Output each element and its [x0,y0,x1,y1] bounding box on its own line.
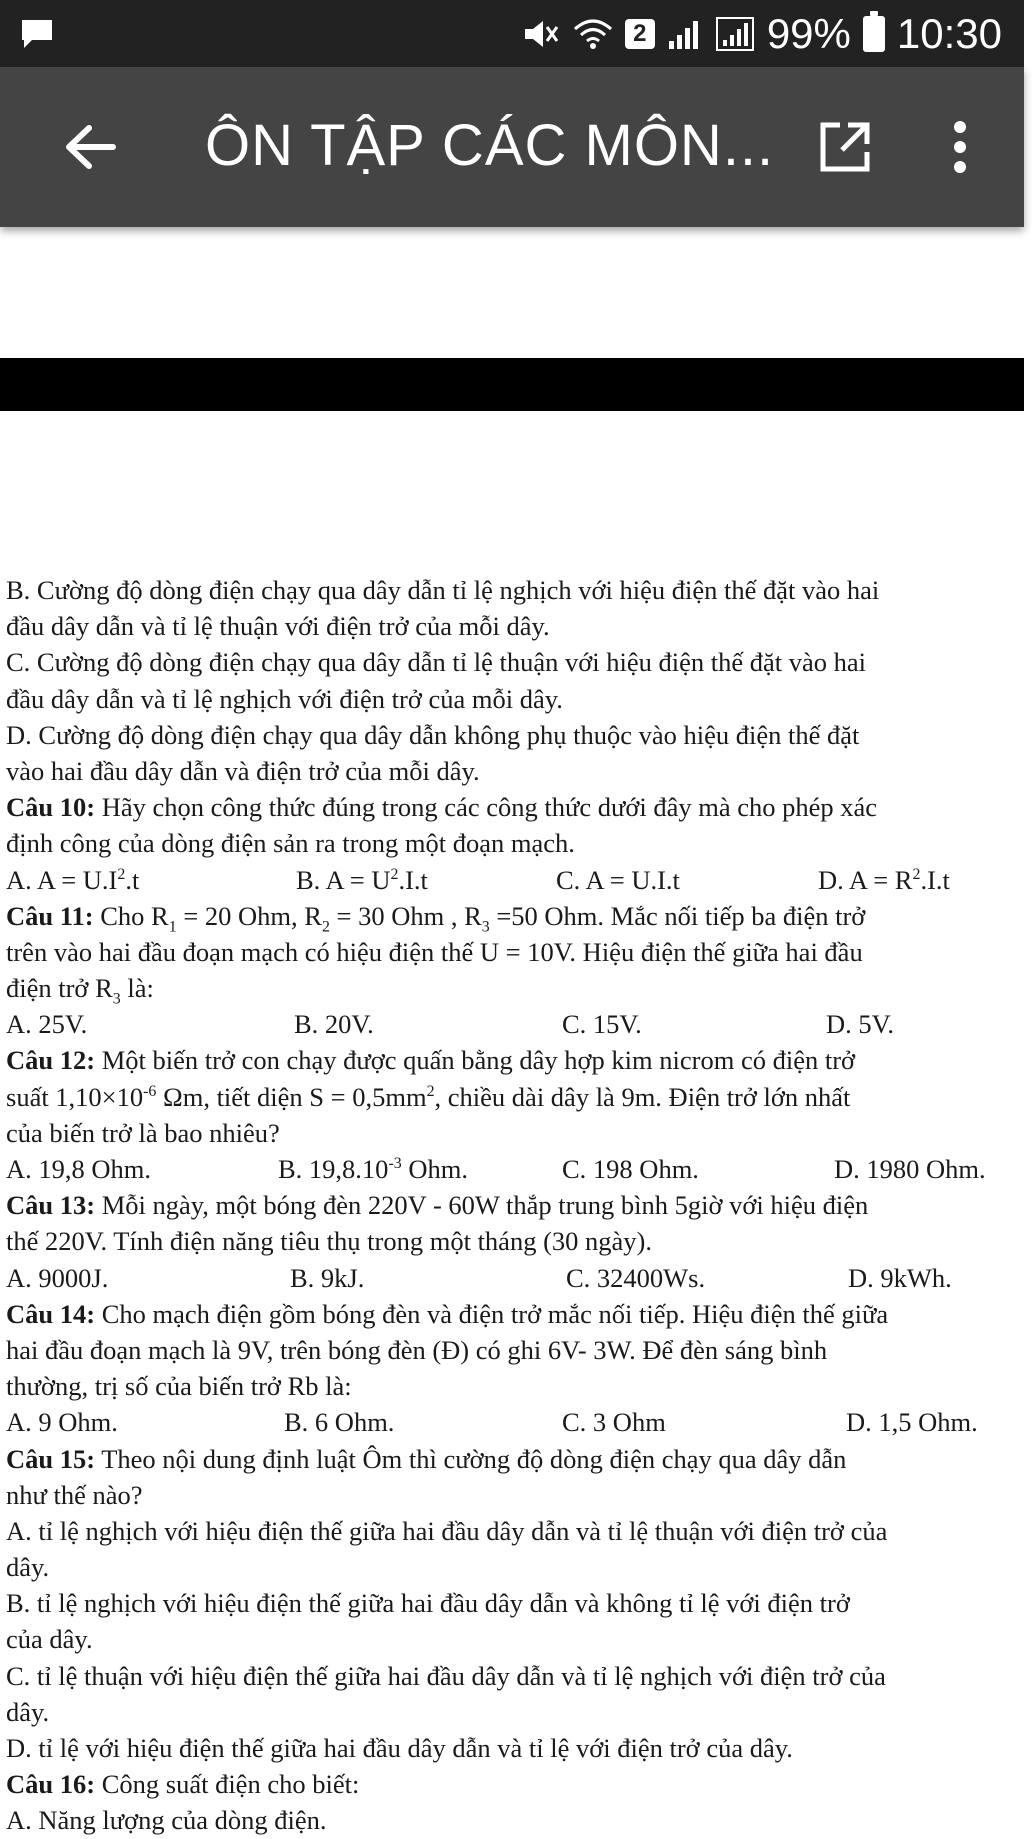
q9-option-d-line2: vào hai đầu dây dẫn và điện trở của mỗi dây. [6,755,480,786]
q9-option-b-line1: B. Cường độ dòng điện chạy qua dây dẫn tỉ lệ nghịch với hiệu điện thế đặt vào hai [6,575,880,605]
q14-label: Câu 14: [6,1298,96,1329]
mute-vibrate-icon [521,17,561,51]
q10-line2: định công của dòng điện sản ra trong một đoạn mạch. [6,828,575,859]
q11-line3: điện trở $R_3$ là: [6,973,154,1008]
q9-option-d-line1: D. Cường độ dòng điện chạy qua dây dẫn không phụ thuộc vào hiệu điện thế đặt [6,719,860,750]
q13-option-b: B. 9kJ. [290,1262,365,1293]
message-notification-icon [20,18,54,55]
q12-line1: Câu 12: Một biến trở con chạy được quấn bằng dây hợp kim nicrom có điện trở [6,1045,856,1076]
q10-option-c: C. A = U.I.t [556,864,680,895]
q14-option-a: A. 9 Ohm. [6,1407,118,1438]
q15-option-a-line2: dây. [6,1552,50,1583]
q14-option-b: B. 6 Ohm. [284,1407,395,1438]
q14-line1: Câu 14: Cho mạch điện gồm bóng đèn và điện trở mắc nối tiếp. Hiệu điện thế giữa [6,1298,889,1329]
q15-option-d-line1: D. tỉ lệ với hiệu điện thế giữa hai đầu dây dẫn và tỉ lệ với điện trở của dây. [6,1733,793,1763]
signal-icon-2 [715,16,755,52]
q15-option-b-line1: B. tỉ lệ nghịch với hiệu điện thế giữa hai đầu dây dẫn và không tỉ lệ với điện trở [6,1588,850,1619]
back-button[interactable] [50,107,130,187]
q11-option-a: A. 25V. [6,1009,88,1040]
q12-option-c: C. 198 Ohm. [562,1154,699,1184]
q14-line3: thường, trị số của biến trở Rb là: [6,1371,352,1402]
q13-option-d: D. 9kWh. [848,1262,952,1293]
document-page [6,572,1036,1839]
battery-percent: 99% [766,9,851,57]
q15-line2: như thế nào? [6,1479,143,1510]
q11-options [6,1006,1036,1042]
more-options-button[interactable] [930,107,990,187]
q12-line3: của biến trở là bao nhiêu? [6,1117,280,1148]
q10-options [6,862,1036,898]
q9-option-b-line2: đầu dây dẫn và tỉ lệ thuận với điện trở của mỗi dây. [6,611,550,642]
q12-option-a: A. 19,8 Ohm. [6,1154,152,1184]
open-external-icon [818,120,872,174]
arrow-left-icon [63,122,117,172]
q13-label: Câu 13: [6,1190,96,1221]
q16-label: Câu 16: [6,1769,96,1800]
q11-line2: trên vào hai đầu đoạn mạch có hiệu điện thế U = 10V. Hiệu điện thế giữa hai đầu [6,936,863,967]
app-bar [0,67,1024,227]
q13-line1: Câu 13: Mỗi ngày, một bóng đèn 220V - 60W thắp trung bình 5giờ với hiệu điện [6,1190,869,1221]
q9-option-c-line1: C. Cường độ dòng điện chạy qua dây dẫn tỉ lệ thuận với hiệu điện thế đặt vào hai [6,647,867,678]
q10-line1: Câu 10: Hãy chọn công thức đúng trong các công thức dưới đây mà cho phép xác [6,792,878,823]
q10-option-a: A. $A = U.I^2.t$ [6,864,140,895]
q11-option-d: D. 5V. [826,1009,894,1040]
open-external-button[interactable] [805,107,885,187]
more-vert-icon [950,120,970,174]
q15-line1: Câu 15: Theo nội dung định luật Ôm thì cường độ dòng điện chạy qua dây dẫn [6,1443,847,1474]
clock: 10:30 [896,9,1002,57]
q12-line2: suất $1,10\times 10^{-6}$ Ωm, tiết diện $S = 0,5mm^2$, chiều dài dây là 9m. Điện trở lớn nhất [6,1081,851,1112]
sim-badge: 2 [625,19,655,49]
q14-options [6,1404,1036,1440]
q15-label: Câu 15: [6,1443,96,1474]
q16-line1: Câu 16: Công suất điện cho biết: [6,1769,360,1800]
q13-line2: thế 220V. Tính điện năng tiêu thụ trong một tháng (30 ngày). [6,1226,652,1257]
q10-option-b: B. $A = U^2.I.t$ [296,864,428,895]
wifi-icon [573,17,613,51]
q14-line2: hai đầu đoạn mạch là 9V, trên bóng đèn (Đ) có ghi 6V- 3W. Để đèn sáng bình [6,1334,828,1365]
q13-options [6,1260,1036,1296]
q11-label: Câu 11: [6,900,94,931]
page-title: ÔN TẬP CÁC MÔN... [205,113,775,178]
q12-options [6,1151,1036,1187]
q15-option-c-line1: C. tỉ lệ thuận với hiệu điện thế giữa hai đầu dây dẫn và tỉ lệ nghịch với điện trở của [6,1660,886,1691]
page-separator-band [0,358,1024,411]
status-bar [0,0,1024,67]
q11-line1: Câu 11: Cho $R_1 = 20$ Ohm, $R_2 = 30$ Ohm , $R_3 =50$ Ohm. Mắc nối tiếp ba điện trở [6,900,866,935]
q10-option-d: D. $A = R^2.I.t$ [818,864,950,895]
q15-option-c-line2: dây. [6,1696,50,1727]
q11-option-b: B. 20V. [294,1009,374,1040]
q16-option-a: A. Năng lượng của dòng điện. [6,1805,327,1836]
q9-option-c-line2: đầu dây dẫn và tỉ lệ nghịch với điện trở của mỗi dây. [6,683,563,714]
q13-option-a: A. 9000J. [6,1262,109,1293]
q14-option-c: C. 3 Ohm [562,1407,666,1438]
q10-label: Câu 10: [6,792,96,823]
q15-option-b-line2: của dây. [6,1624,93,1655]
q12-option-d: D. 1980 Ohm. [834,1154,986,1184]
q15-option-a-line1: A. tỉ lệ nghịch với hiệu điện thế giữa hai đầu dây dẫn và tỉ lệ thuận với điện trở của [6,1515,888,1546]
q11-option-c: C. 15V. [562,1009,642,1040]
q13-option-c: C. 32400Ws. [566,1262,706,1293]
signal-icon-1 [667,17,703,51]
q12-option-b: B. $19,8.10^{-3}$ Ohm. [278,1154,468,1184]
battery-icon [863,16,885,52]
q14-option-d: D. 1,5 Ohm. [846,1407,978,1438]
q12-label: Câu 12: [6,1045,96,1076]
